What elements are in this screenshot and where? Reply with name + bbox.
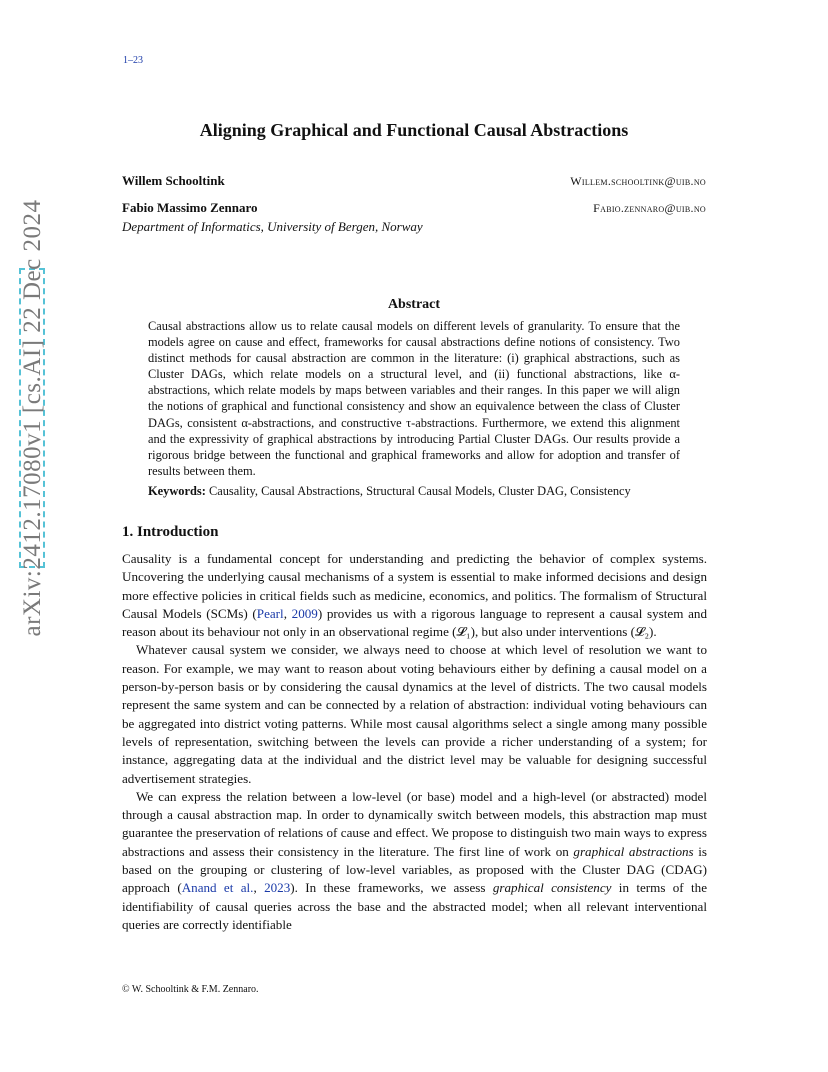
citation-anand-year[interactable]: 2023 bbox=[264, 880, 291, 896]
citation-pearl-sep: , bbox=[283, 605, 292, 621]
affiliation: Department of Informatics, University of Bergen, Norway bbox=[122, 219, 423, 234]
citation-pearl-author[interactable]: Pearl bbox=[256, 605, 284, 621]
paper-title: Aligning Graphical and Functional Causal Abstractions bbox=[199, 120, 629, 140]
emphasis-graphical-consistency: graphical consistency bbox=[492, 880, 612, 896]
paragraph-2: Whatever causal system we consider, we always need to choose at which level of resolution we want to reason. For example, we may want to reason about voting behaviours either by defining a causal model on a person-by-person basis or by considering the causal dynamics at the level of districts. The two causal models represent the same system and can be connected by a relation of abstraction: individual voting behaviours can be aggregated into district voting patterns. While most causal algorithms select a single among many possible levels of representation, switching between the levels can provide a richer understanding of a system; for instance, aggregating data at the individual and the district level may be valuable for designing successful advertisement strategies. bbox=[122, 642, 707, 786]
abstract-text: Causal abstractions allow us to relate causal models on different levels of granularity. To ensure that the models agree on cause and effect, frameworks for causal abstractions define notions of consistency. Two distinct methods for causal abstraction are common in the literature: (i) graphical abstractions, such as Cluster DAGs, which relate models on a structural level, and (ii) functional abstractions, like α-abstractions, which relate models by maps between variables and their ranges. In this paper we will align the notions of graphical and functional consistency and show an equivalence between the class of Cluster DAGs, consistent α-abstractions, and constructive τ-abstractions. Furthermore, we extend this alignment and the expressivity of graphical abstractions by introducing Partial Cluster DAGs. Our results provide a rigorous bridge between the functional and graphical frameworks and allow for adoption and transfer of results between them. bbox=[148, 319, 680, 478]
paragraph-3-text-a: We can express the relation between a low-level (or base) model and a high-level (or abstracted) model through a causal abstraction map. In order to dynamically switch between models, this abstraction map must guarantee the preservation of relations of cause and effect. We propose to distinguish two main ways to express abstractions and assess their consistency in the literature. The first line of work on bbox=[122, 788, 707, 859]
author-email-2[interactable]: Fabio.zennaro@uib.no bbox=[593, 201, 706, 215]
emphasis-graphical-abstractions: graphical abstractions bbox=[573, 843, 694, 859]
paragraph-3-text-d: in terms of the identifiability of causal queries across the base and the abstracted model; when all relevant interventional queries are correctly identifiable bbox=[122, 880, 708, 932]
paragraph-1 bbox=[122, 550, 707, 641]
abstract-heading: Abstract bbox=[387, 297, 441, 312]
citation-anand-sep: , bbox=[253, 880, 265, 896]
citation-pearl-year[interactable]: 2009 bbox=[291, 605, 318, 621]
keywords-label: Keywords: bbox=[148, 484, 206, 498]
citation-anand-author[interactable]: Anand et al. bbox=[181, 880, 254, 896]
author-name-2: Fabio Massimo Zennaro bbox=[122, 200, 258, 215]
keywords-list: Causality, Causal Abstractions, Structural Causal Models, Cluster DAG, Consistency bbox=[208, 484, 631, 498]
page-range: 1–23 bbox=[123, 55, 143, 66]
author-name-1: Willem Schooltink bbox=[122, 173, 225, 188]
paragraph-3-text-c: ). In these frameworks, we assess bbox=[290, 880, 493, 896]
introduction-body bbox=[122, 550, 707, 934]
paragraph-3 bbox=[122, 788, 707, 934]
copyright-footer: © W. Schooltink & F.M. Zennaro. bbox=[122, 984, 259, 995]
arxiv-stamp[interactable] bbox=[18, 199, 48, 637]
arxiv-stamp-text: arXiv:2412.17080v1 [cs.AI] 22 Dec 2024 bbox=[19, 199, 46, 637]
paragraph-3-text-b: is based on the grouping or clustering of low-level variables, as proposed with the Cluster DAG (CDAG) approach ( bbox=[122, 843, 707, 896]
section-heading-introduction: 1. Introduction bbox=[122, 524, 219, 540]
paragraph-1-text-a: Causality is a fundamental concept for understanding and predicting the behavior of complex systems. Uncovering the underlying causal mechanisms of a system is essential to make informed decisions and design more effective policies in critical fields such as medicine, economics, and politics. The formalism of Structural Causal Models (SCMs) ( bbox=[122, 551, 707, 621]
paragraph-1-text-b: ) provides us with a rigorous language to represent a causal system and reason about its behaviour not only in an observational regime (𝓛₁), but also under interventions (𝓛₂). bbox=[122, 605, 707, 640]
keywords bbox=[148, 484, 708, 499]
author-email-1[interactable]: Willem.schooltink@uib.no bbox=[570, 174, 706, 188]
